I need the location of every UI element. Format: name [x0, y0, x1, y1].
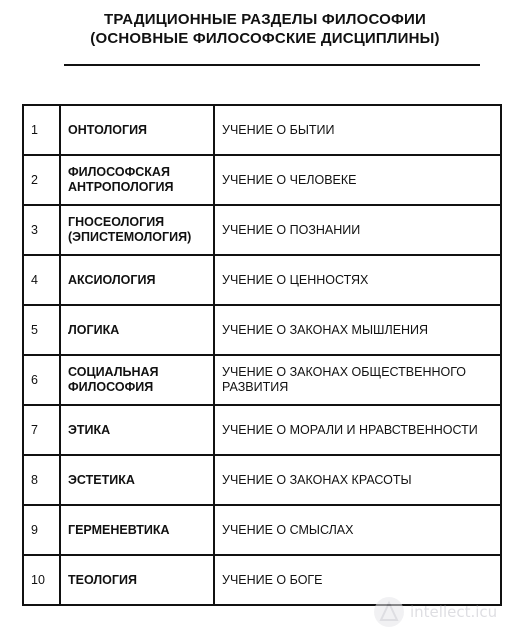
discipline-description: УЧЕНИЕ О ПОЗНАНИИ — [214, 205, 501, 255]
discipline-description: УЧЕНИЕ О ЗАКОНАХ МЫШЛЕНИЯ — [214, 305, 501, 355]
discipline-description: УЧЕНИЕ О СМЫСЛАХ — [214, 505, 501, 555]
page-title — [0, 10, 530, 48]
discipline-description: УЧЕНИЕ О БОГЕ — [214, 555, 501, 605]
discipline-name: ЭТИКА — [60, 405, 214, 455]
row-number: 7 — [23, 405, 60, 455]
discipline-description: УЧЕНИЕ О ЧЕЛОВЕКЕ — [214, 155, 501, 205]
title-line-1: ТРАДИЦИОННЫЕ РАЗДЕЛЫ ФИЛОСОФИИ — [104, 11, 426, 28]
table-row — [23, 455, 501, 505]
discipline-name: ТЕОЛОГИЯ — [60, 555, 214, 605]
table-row — [23, 355, 501, 405]
row-number: 6 — [23, 355, 60, 405]
watermark-text: intellect.icu — [410, 603, 498, 621]
discipline-description: УЧЕНИЕ О МОРАЛИ И НРАВСТВЕННОСТИ — [214, 405, 501, 455]
table-row — [23, 205, 501, 255]
row-number: 4 — [23, 255, 60, 305]
discipline-name: ЛОГИКА — [60, 305, 214, 355]
intellect-logo-icon — [374, 597, 404, 627]
discipline-description: УЧЕНИЕ О ЗАКОНАХ ОБЩЕСТВЕННОГО РАЗВИТИЯ — [214, 355, 501, 405]
table-row — [23, 405, 501, 455]
discipline-description: УЧЕНИЕ О ЦЕННОСТЯХ — [214, 255, 501, 305]
discipline-name: АКСИОЛОГИЯ — [60, 255, 214, 305]
discipline-name: СОЦИАЛЬНАЯ ФИЛОСОФИЯ — [60, 355, 214, 405]
table-row — [23, 255, 501, 305]
discipline-description: УЧЕНИЕ О ЗАКОНАХ КРАСОТЫ — [214, 455, 501, 505]
table-row — [23, 305, 501, 355]
discipline-name: ФИЛОСОФСКАЯ АНТРОПОЛОГИЯ — [60, 155, 214, 205]
row-number: 10 — [23, 555, 60, 605]
table-row — [23, 155, 501, 205]
disciplines-table — [22, 104, 502, 606]
table-row — [23, 105, 501, 155]
discipline-name: ЭСТЕТИКА — [60, 455, 214, 505]
row-number: 8 — [23, 455, 60, 505]
discipline-name: ГНОСЕОЛОГИЯ (ЭПИСТЕМОЛОГИЯ) — [60, 205, 214, 255]
row-number: 3 — [23, 205, 60, 255]
row-number: 1 — [23, 105, 60, 155]
watermark — [374, 591, 524, 631]
discipline-description: УЧЕНИЕ О БЫТИИ — [214, 105, 501, 155]
row-number: 5 — [23, 305, 60, 355]
discipline-name: ОНТОЛОГИЯ — [60, 105, 214, 155]
title-line-2: (ОСНОВНЫЕ ФИЛОСОФСКИЕ ДИСЦИПЛИНЫ) — [90, 30, 440, 47]
row-number: 2 — [23, 155, 60, 205]
discipline-name: ГЕРМЕНЕВТИКА — [60, 505, 214, 555]
title-divider — [64, 64, 480, 66]
table-row — [23, 505, 501, 555]
row-number: 9 — [23, 505, 60, 555]
